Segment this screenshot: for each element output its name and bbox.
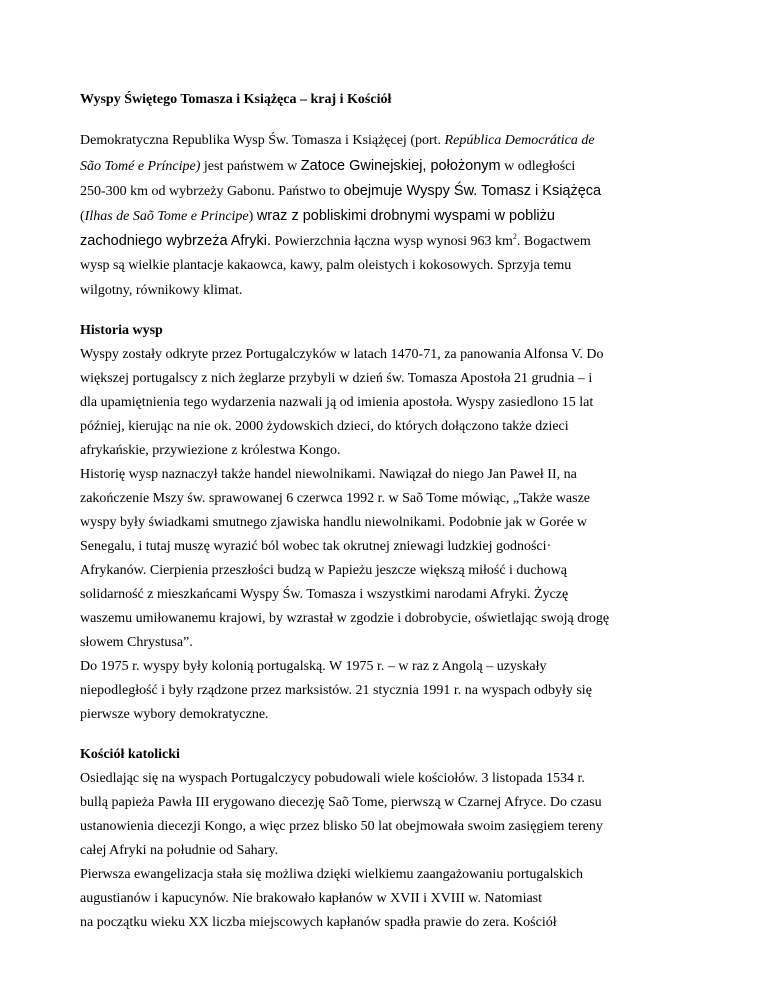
intro-line-2 [80,158,575,175]
history-line: pierwsze wybory demokratyczne. [80,707,269,722]
church-line: bullą papieża Pawła III erygowano diecezję Saõ Tome, pierwszą w Czarnej Afryce. Do czasu [80,795,602,810]
intro-line-5 [80,233,591,250]
history-line: większej portugalscy z nich żeglarze przybyli w dzień św. Tomasza Apostoła 21 grudnia – i [80,371,593,386]
text-run: Powierzchnia łączna wysp wynosi 963 km [271,234,513,249]
sans-text: Zatoce Gwinejskiej, położonym [300,158,501,174]
history-line: afrykańskie, przywiezione z królestwa Kongo. [80,443,341,458]
church-line: na początku wieku XX liczba miejscowych kapłanów spadła prawie do zera. Kościół [80,915,557,930]
superscript: 2 [512,232,517,241]
history-line: Wyspy zostały odkryte przez Portugalczyków w latach 1470-71, za panowania Alfonsa V. Do [80,347,604,362]
intro-line-6: wysp są wielkie plantacje kakaowca, kawy, palm oleistych i kokosowych. Sprzyja temu [80,258,572,273]
intro-line-7: wilgotny, równikowy klimat. [80,283,243,298]
document-title: Wyspy Świętego Tomasza i Książęca – kraj i Kościół [80,92,392,107]
sans-text: wraz z pobliskimi drobnymi wyspami w pobliżu [256,208,555,224]
intro-line-4 [80,208,555,225]
history-line: Afrykanów. Cierpienia przeszłości budzą w Papieżu jeszcze większą miłość i duchową [80,563,567,578]
intro-line-1 [80,133,595,149]
italic-text: Ilhas de Saõ Tome e Principe [84,209,249,224]
history-line: zakończenie Mszy św. sprawowanej 6 czerwca 1992 r. w Saõ Tome mówiąc, „Także wasze [80,491,591,506]
italic-text: República Democrática de [444,133,595,148]
history-line: Historię wysp naznaczył także handel niewolnikami. Nawiązał do niego Jan Paweł II, na [80,467,577,482]
text-run: jest państwem w [200,159,301,174]
text-run: Demokratyczna Republika Wysp Św. Tomasza i Książęcej (port. [80,133,445,148]
church-line: ustanowienia diecezji Kongo, a więc przez blisko 50 lat obejmowała swoim zasięgiem tereny [80,819,603,834]
history-line: niepodległość i były rządzone przez marksistów. 21 stycznia 1991 r. na wyspach odbyły się [80,683,592,698]
text-run: ) [248,209,257,224]
section-heading-history: Historia wysp [80,323,163,338]
history-line: słowem Chrystusa”. [80,635,193,650]
history-line: wyspy były świadkami smutnego zjawiska handlu niewolnikami. Podobnie jak w Gorée w [80,515,588,530]
intro-line-3 [80,183,601,200]
church-line: Pierwsza ewangelizacja stała się możliwa dzięki wielkiemu zaangażowaniu portugalskich [80,867,584,882]
history-line: Senegalu, i tutaj muszę wyrazić ból wobec tak okrutnej zniewagi ludzkiej godności· [80,539,552,554]
history-line: Do 1975 r. wyspy były kolonią portugalską. W 1975 r. – w raz z Angolą – uzyskały [80,659,547,674]
text-run: ( [80,209,85,224]
sans-text: obejmuje Wyspy Św. Tomasz i Książęca [343,183,602,199]
church-line: całej Afryki na południe od Sahary. [80,843,279,858]
history-line: waszemu umiłowanemu krajowi, by wzrastał w zgodzie i dobrobycie, oświetlając swoją drogę [80,611,610,626]
church-line: augustianów i kapucynów. Nie brakowało kapłanów w XVII i XVIII w. Natomiast [80,891,543,906]
section-heading-church: Kościół katolicki [80,747,180,762]
text-run: w odległości [500,159,576,174]
sans-text: zachodniego wybrzeża Afryki. [80,233,272,249]
text-run: . Bogactwem [516,234,591,249]
history-line: dla upamiętnienia tego wydarzenia nazwali ją od imienia apostoła. Wyspy zasiedlono 15 lat [80,395,594,410]
church-line: Osiedlając się na wyspach Portugalczycy pobudowali wiele kościołów. 3 listopada 1534 r. [80,771,585,786]
history-line: solidarność z mieszkańcami Wyspy Św. Tomasza i wszystkimi narodami Afryki. Życzę [80,587,569,602]
text-run: 250-300 km od wybrzeży Gabonu. Państwo to [80,184,344,199]
history-line: później, kierując na nie ok. 2000 żydowskich dzieci, do których dołączono także dzieci [80,419,569,434]
italic-text: São Tomé e Príncipe) [80,159,201,174]
